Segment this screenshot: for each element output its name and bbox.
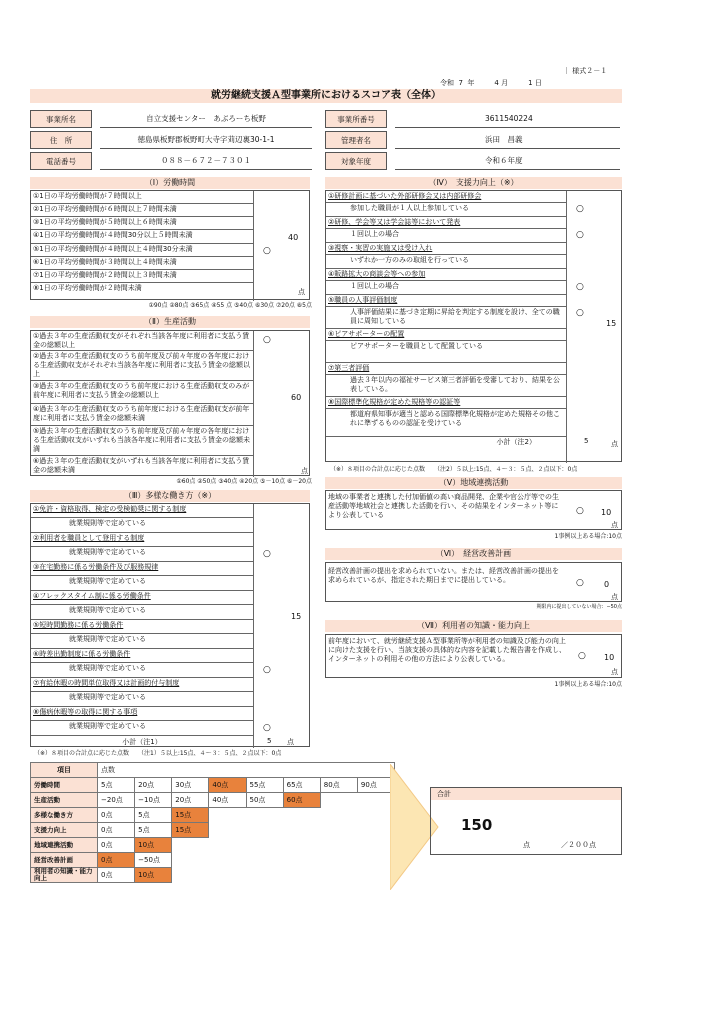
sec4-check: ○ [576,282,584,292]
summary-empty-cell [283,868,320,883]
sec6-note: 期限内に提出していない場合：−50点 [536,604,622,610]
summary-empty-cell [357,793,394,808]
sec3-item-head: ⑦有給休暇の時間単位取得又は計画的付与制度 [31,678,253,692]
sec5-text: 地域の事業者と連携した付加価値の高い商品開発、企業や官公庁等での生産活動等地域社会と連携した活動を行い、その結果をインターネット等により公表している [328,493,559,519]
sec2-item: ⑥過去３年の生産活動収支がいずれも当該各年度に利用者に支払う賃金の総額未満 [33,457,250,474]
summary-cell: 80点 [320,778,357,793]
summary-row [31,823,395,838]
sec1-item: ⑤1日の平均労働時間が４時間以上４時間30分未満 [31,244,253,257]
summary-cell: 15点 [172,823,209,838]
date: 令和 7 年 4 月 1 日 [440,79,542,87]
summary-cell: −10点 [135,793,172,808]
sec3-subtotal-label: 小計（注1） [122,738,162,746]
summary-row-label: 支援力向上 [31,823,98,838]
address: 徳島県板野郡板野町大寺字苅辺裏30-1-1 [100,131,312,149]
summary-cell: 65点 [283,778,320,793]
sec1-unit: 点 [298,288,305,296]
summary-cell: −50点 [135,853,172,868]
summary-empty-cell [357,868,394,883]
summary-row [31,838,395,853]
sec4-list [326,191,567,463]
summary-row [31,808,395,823]
office-no-label: 事業所番号 [325,110,387,128]
sec4-item-sub: １回以上の場合 [326,281,566,295]
sec3-item-head: ④フレックスタイム制に係る労働条件 [31,591,253,605]
summary-cell: 20点 [172,793,209,808]
sec1-item: ①1日の平均労働時間が７時間以上 [31,191,253,204]
sec4-check: ○ [576,308,584,318]
total-value: 150 [461,816,493,834]
sec3-item-head: ⑤短時間勤務に係る労働条件 [31,620,253,634]
summary-cell: 5点 [135,823,172,838]
sec5-unit: 点 [611,521,618,529]
manager-label: 管理者名 [325,131,387,149]
sec5-score: 10 [601,508,612,517]
summary-empty-cell [246,868,283,883]
summary-cell: 60点 [283,793,320,808]
summary-col-item: 項目 [31,763,98,778]
summary-row-label: 経営改善計画 [31,853,98,868]
sec1-item: ②1日の平均労働時間が６時間以上７時間未満 [31,204,253,217]
sec3-check: ○ [263,665,271,675]
sec4-score: 15 [606,319,617,328]
summary-empty-cell [357,808,394,823]
sec2-item: ③過去３年の生産活動収支のうち前年度における生産活動収支のみが前年度に利用者に支払う賃金の総額以上 [31,381,253,404]
sec2-item: ⑤過去３年の生産活動収支のうち前年度及び前々年度の各年度における生産活動収支がいずれも当該各年度に利用者に支払う賃金の総額未満 [31,426,253,456]
sec6-check: ○ [576,578,584,588]
summary-empty-cell [320,853,357,868]
sec7-unit: 点 [611,668,618,676]
sec7-text: 前年度において、就労継続支援Ａ型事業所等が利用者の知識及び能力の向上に向けた支援を行い、当該支援の具体的な内容を記載した報告書を作成し、インターネットの利用その他の方法により公表している。 [328,637,566,663]
summary-row [31,868,395,883]
summary-empty-cell [172,838,209,853]
summary-empty-cell [283,838,320,853]
sec5-check: ○ [576,506,584,516]
sec4-box [325,190,622,462]
sec3-item-sub: 就業規則等で定めている [31,576,253,591]
sec2-item: ①過去３年の生産活動収支がそれぞれ当該各年度に利用者に支払う賃金の総額以上 [31,331,253,351]
summary-cell: 5点 [98,778,135,793]
phone: ０８８－６７２－７３０１ [100,152,312,170]
sec1-title: （Ⅰ）労働時間 [30,177,310,189]
summary-cell: 10点 [135,838,172,853]
sec3-item-sub: 就業規則等で定めている [31,663,253,678]
summary-col-points: 点数 [98,763,395,778]
summary-empty-cell [283,823,320,838]
sec3-item-head: ①免許・資格取得、検定の受検勧奨に関する制度 [31,504,253,518]
summary-empty-cell [172,868,209,883]
summary-cell: 40点 [209,793,246,808]
sec4-title: （Ⅳ） 支援力向上（※） [325,177,622,189]
summary-cell: 0点 [98,838,135,853]
summary-row-label: 労働時間 [31,778,98,793]
sec2-title: （Ⅱ）生産活動 [30,316,310,328]
summary-empty-cell [209,868,246,883]
sec2-item: ④過去３年の生産活動収支のうち前年度における生産活動収支が前年度に利用者に支払う賃金の総額未満 [31,404,253,426]
sec2-score: 60 [291,393,302,402]
sec3-score: 15 [291,612,302,621]
sec4-check: ○ [576,204,584,214]
sec3-check: ○ [263,549,271,559]
sec5-box [325,490,622,530]
summary-cell: 40点 [209,778,246,793]
summary-empty-cell [209,823,246,838]
summary-cell: 10点 [135,868,172,883]
address-label: 住 所 [30,131,92,149]
fy-label: 対象年度 [325,152,387,170]
total-max: ／２００点 [561,841,596,849]
summary-cell: 30点 [172,778,209,793]
sec4-item-sub: 人事評価結果に基づき定期に昇給を判定する制度を設け、全ての職員に周知している [326,307,566,329]
summary-cell: 0点 [98,823,135,838]
sec1-item: ⑥1日の平均労働時間が３時間以上４時間未満 [31,257,253,270]
sec4-item-head: ③視察・実習の実施又は受け入れ [326,243,566,255]
summary-empty-cell [209,838,246,853]
info-right [325,110,620,170]
sec2-unit: 点 [301,467,308,475]
office-name-label: 事業所名 [30,110,92,128]
sec3-list [31,504,254,748]
sec4-item-head: ⑥ピアサポーターの配置 [326,329,566,341]
summary-empty-cell [246,808,283,823]
summary-empty-cell [320,793,357,808]
sec4-item-sub: 都道府県知事が適当と認める国際標準化規格が定めた規格その他これに準ずるものの認証を受けている [326,409,566,437]
sec7-check: ○ [578,651,586,661]
sec4-item-head: ⑦第三者評価 [326,363,566,375]
fy: 令和６年度 [395,152,620,170]
summary-empty-cell [209,808,246,823]
total-box [430,787,622,855]
sec4-item-head: ⑤職員の人事評価制度 [326,295,566,307]
summary-cell: 5点 [135,808,172,823]
summary-empty-cell [357,853,394,868]
sec6-unit: 点 [611,593,618,601]
summary-cell: 0点 [98,868,135,883]
sec6-score: 0 [604,580,610,589]
summary-empty-cell [320,808,357,823]
summary-empty-cell [320,823,357,838]
sec6-title: （Ⅵ） 経営改善計画 [325,548,622,560]
sec5-note: 1事例以上ある場合:10点 [554,533,622,540]
sec4-item-sub: ピアサポーターを職員として配置している [326,341,566,363]
sec2-note: ①60点 ②50点 ③40点 ④20点 ⑤－10点 ⑥－20点 [176,478,312,485]
sec3-item-head: ⑧傷病休暇等の取得に関する事項 [31,707,253,721]
summary-cell: 55点 [246,778,283,793]
summary-row-label: 多様な働き方 [31,808,98,823]
sec7-title: （Ⅶ）利用者の知識・能力向上 [325,620,622,632]
summary-cell: −20点 [98,793,135,808]
summary-row [31,853,395,868]
sec5-title: （Ⅴ）地域連携活動 [325,477,622,489]
sec2-check: ○ [263,335,271,345]
sec3-item-head: ③在宅勤務に係る労働条件及び服務規律 [31,562,253,576]
summary-cell: 90点 [357,778,394,793]
summary-empty-cell [283,808,320,823]
summary-empty-cell [246,853,283,868]
summary-empty-cell [283,853,320,868]
page-title: 就労継続支援Ａ型事業所におけるスコア表（全体） [30,89,622,103]
sec3-unit: 点 [287,738,294,746]
sec2-box [30,330,310,476]
sec6-box [325,562,622,602]
summary-cell: 15点 [172,808,209,823]
sec3-item-sub: 就業規則等で定めている [31,605,253,620]
sec4-item-head: ④販路拡大の商談会等への参加 [326,269,566,281]
summary-empty-cell [209,853,246,868]
sec1-list [31,191,254,301]
sec2-list [31,331,254,477]
sec4-subtotal-label: 小計（注2） [496,438,536,446]
summary-cell: 50点 [246,793,283,808]
sec6-text: 経営改善計画の提出を求められていない。または、経営改善計画の提出を求められているが、指定された期日までに提出している。 [328,567,559,584]
summary-empty-cell [320,838,357,853]
sec4-item-sub: 過去３年以内の福祉サービス第三者評価を受審しており、結果を公表している。 [326,375,566,397]
summary-row-label: 利用者の知識・能力向上 [31,868,98,883]
summary-empty-cell [246,823,283,838]
sec3-title: （Ⅲ）多様な働き方（※） [30,490,310,502]
sec4-note: （※）８項目の合計点に応じた点数 （注2）５以上:15点、４〜３：５点、２点以下：0点 [330,466,578,473]
sec3-item-head: ②利用者を職員として登用する制度 [31,533,253,547]
sec3-item-sub: 就業規則等で定めている [31,547,253,562]
sec3-item-sub: 就業規則等で定めている [31,692,253,707]
summary-cell: 20点 [135,778,172,793]
phone-label: 電話番号 [30,152,92,170]
sec1-item: ④1日の平均労働時間が４時間30分以上５時間未満 [31,230,253,244]
sec4-item-head: ①研修計画に基づいた外部研修会又は内部研修会 [326,191,566,203]
sec4-item-sub: 参加した職員が１人以上参加している [326,203,566,217]
sec4-item-sub: １回以上の場合 [326,229,566,243]
office-no: 3611540224 [395,110,620,128]
sec4-item-sub: いずれか一方のみの取組を行っている [326,255,566,269]
sec2-item: ②過去３年の生産活動収支のうち前年度及び前々年度の各年度における生産活動収支がそれぞれ当該各年度に利用者に支払う賃金の総額以上 [31,351,253,381]
sec1-check: ○ [263,246,271,256]
sec1-box [30,190,310,300]
form-number: ｜ 様式２－１ [563,67,608,75]
summary-empty-cell [320,868,357,883]
sec4-item-head: ②研修、学会等又は学会誌等において発表 [326,217,566,229]
summary-row [31,793,395,808]
manager: 浜田 昌義 [395,131,620,149]
sec1-item: ③1日の平均労働時間が５時間以上６時間未満 [31,217,253,230]
total-label: 合計 [431,788,621,800]
sec3-item-sub: 就業規則等で定めている [31,518,253,533]
sec7-score: 10 [604,653,615,662]
summary-table [30,762,395,883]
summary-empty-cell [172,853,209,868]
sec4-item-head: ⑧国際標準化規格が定めた規格等の認証等 [326,397,566,409]
sec1-note: ①90点 ②80点 ③65点 ④55 点 ⑤40点 ⑥30点 ⑦20点 ⑧5点 [148,302,312,309]
sec3-item-sub: 就業規則等で定めている [31,634,253,649]
total-unit: 点 [523,841,530,849]
summary-empty-cell [246,838,283,853]
summary-row [31,778,395,793]
sec1-item: ⑦1日の平均労働時間が２時間以上３時間未満 [31,270,253,283]
summary-empty-cell [357,823,394,838]
sec1-score: 40 [288,233,299,242]
sec4-check: ○ [576,230,584,240]
sec3-item-head: ⑥時差出勤制度に係る労働条件 [31,649,253,663]
sec3-subtotal: 5 [267,737,272,745]
summary-cell: 0点 [98,853,135,868]
sec4-subtotal: 5 [584,437,589,445]
sec3-box [30,503,310,747]
sec7-note: 1事例以上ある場合:10点 [554,681,622,688]
sec3-item-sub: 就業規則等で定めている [31,721,253,736]
summary-row-label: 生産活動 [31,793,98,808]
sec3-note: （※）８項目の合計点に応じた点数 （注1）５以上:15点、４〜３：５点、２点以下：0点 [34,750,282,757]
sec3-check: ○ [263,723,271,733]
summary-cell: 0点 [98,808,135,823]
sec4-unit: 点 [611,440,618,448]
info-left [30,110,312,170]
office-name: 自立支援センター あぶろーち板野 [100,110,312,128]
sec7-box [325,634,622,678]
summary-empty-cell [357,838,394,853]
summary-row-label: 地域連携活動 [31,838,98,853]
sec1-item: ⑧1日の平均労働時間が２時間未満 [33,284,142,292]
